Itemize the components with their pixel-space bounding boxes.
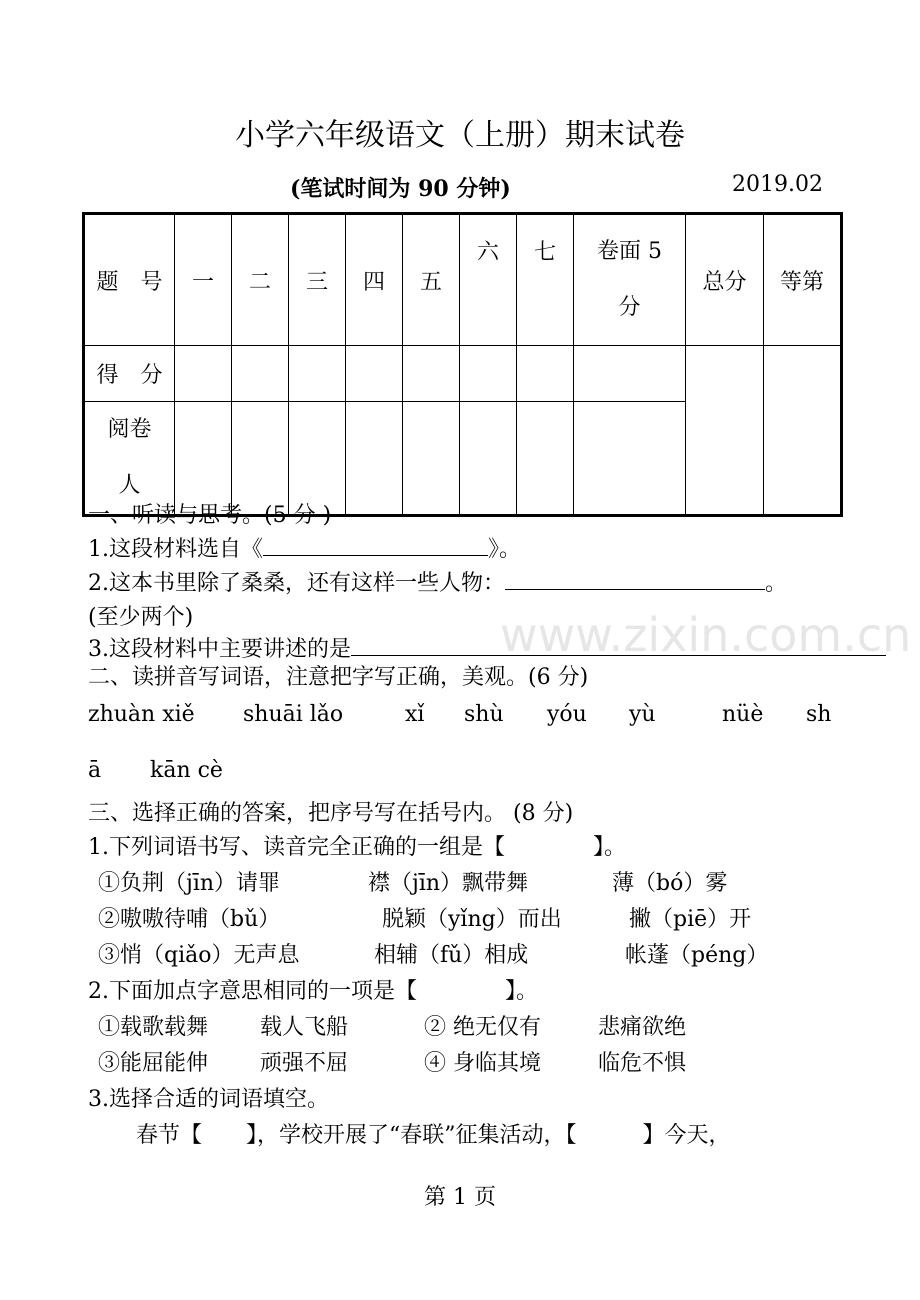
score-table [82,212,843,517]
page-number: 第 1 页 [424,1185,496,1210]
marker-cell [460,402,517,516]
score-cell [517,346,574,402]
option-item: ①载歌载舞 [98,1015,209,1040]
row-header-score: 得 分 [84,346,175,402]
option-item: ③能屈能伸 [98,1051,209,1076]
option-item: 载人飞船 [260,1015,349,1040]
question-1-1: 1.这段材料选自《 》。 [88,537,522,562]
page-title: 小学六年级语文（上册）期末试卷 [235,118,685,153]
score-cell [460,346,517,402]
section-1-heading: 一、听读与思考。(5 分 ) [88,503,332,528]
column-header: 七 [517,214,574,346]
option-item: 帐蓬（péng） [625,943,769,968]
score-cell [574,346,686,402]
grade-cell [764,346,842,516]
option-item: 撇（piē）开 [629,907,752,932]
pinyin-item: yù [629,702,656,727]
pinyin-item: yóu [547,702,587,727]
marker-cell [517,402,574,516]
option-item: ①负荆（jīn）请罪 [98,871,281,896]
marker-cell [574,402,686,516]
pinyin-item: zhuàn xiě [88,702,195,727]
column-header-presentation: 卷面 5 分 [574,214,686,346]
option-item: 临危不惧 [598,1051,687,1076]
column-header: 三 [289,214,346,346]
column-header: 二 [232,214,289,346]
row-header-question-number: 题 号 [84,214,175,346]
question-1-2-note: (至少两个) [88,605,194,630]
score-cell [289,346,346,402]
marker-cell [346,402,403,516]
exam-date: 2019.02 [732,172,823,197]
answer-blank [263,555,488,556]
watermark: www.zixin.com.cn [500,608,912,662]
column-header: 一 [175,214,232,346]
exam-duration: (笔试时间为 90 分钟) [290,176,511,202]
score-cell [232,346,289,402]
question-3-1: 1.下列词语书写、读音完全正确的一组是【 】。 [88,835,626,860]
question-3-3-text: 春节【 】，学校开展了“春联”征集活动，【 】今天， [136,1123,731,1148]
pinyin-item: nüè [722,702,764,727]
column-header: 四 [346,214,403,346]
pinyin-item: sh [806,702,832,727]
option-item: ③悄（qiǎo）无声息 [98,943,300,968]
pinyin-item: shuāi lǎo [243,702,344,727]
question-1-2: 2.这本书里除了桑桑，还有这样一些人物： 。 [88,571,788,596]
score-cell [403,346,460,402]
option-item: 顽强不屈 [260,1051,349,1076]
option-item: ②嗷嗷待哺（bǔ） [98,907,281,932]
pinyin-item: xǐ [405,702,425,727]
option-item: ② 绝无仅有 [424,1015,541,1040]
section-3-heading: 三、选择正确的答案，把序号写在括号内。 (8 分) [88,801,574,826]
option-item: 襟（jīn）飘带舞 [368,871,529,896]
section-2-heading: 二、读拼音写词语，注意把字写正确，美观。(6 分) [88,665,589,690]
score-cell [346,346,403,402]
total-score-cell [686,346,764,516]
pinyin-item: kān cè [150,758,223,783]
column-header: 五 [403,214,460,346]
question-3-2: 2.下面加点字意思相同的一项是【 】。 [88,979,538,1004]
row-header-marker: 阅卷人 [84,402,175,516]
column-header-grade: 等第 [764,214,842,346]
option-item: 悲痛欲绝 [598,1015,687,1040]
question-1-3: 3.这段材料中主要讲述的是 [88,632,886,663]
pinyin-item: ā [88,758,102,783]
pinyin-item: shù [464,702,504,727]
marker-cell [403,402,460,516]
question-3-3: 3.选择合适的词语填空。 [88,1087,329,1112]
column-header: 六 [460,214,517,346]
option-item: 相辅（fǔ）相成 [374,943,529,968]
option-item: ④ 身临其境 [424,1051,541,1076]
answer-blank [505,589,765,590]
score-cell [175,346,232,402]
column-header-total: 总分 [686,214,764,346]
option-item: 脱颖（yǐng）而出 [382,907,562,932]
option-item: 薄（bó）雾 [612,871,728,896]
answer-blank [351,655,886,656]
